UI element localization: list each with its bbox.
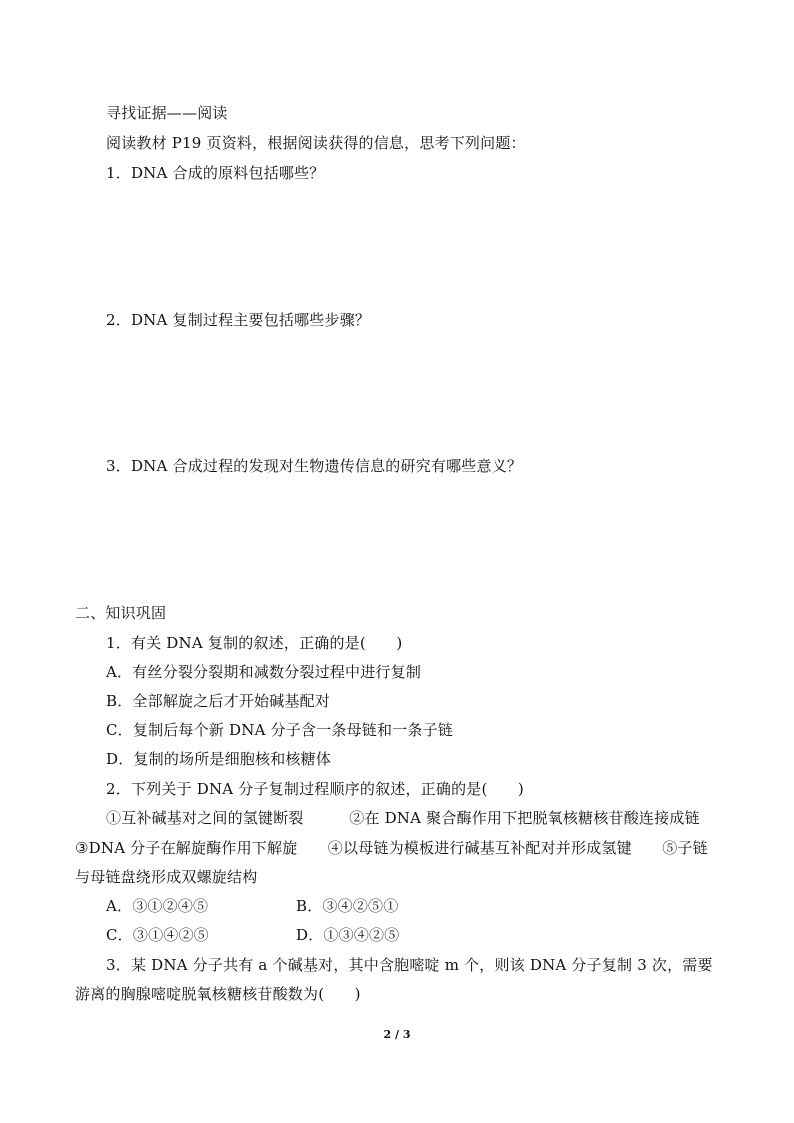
- q1-option-a: A．有丝分裂分裂期和减数分裂过程中进行复制: [106, 663, 422, 681]
- q2-stem: 2．下列关于 DNA 分子复制过程顺序的叙述，正确的是( ): [106, 780, 524, 798]
- page-number: 2 / 3: [383, 1028, 411, 1041]
- evidence-intro: 阅读教材 P19 页资料，根据阅读获得的信息，思考下列问题：: [106, 134, 526, 152]
- q1-stem: 1．有关 DNA 复制的叙述，正确的是( ): [106, 634, 403, 652]
- q3-line-1: 3．某 DNA 分子共有 a 个碱基对，其中含胞嘧啶 m 个，则该 DNA 分子复制 3 次，需要: [106, 956, 713, 974]
- q2-option-c: C．③①④②⑤: [106, 926, 209, 944]
- q2-steps-line-1: ①互补碱基对之间的氢键断裂 ②在 DNA 聚合酶作用下把脱氧核糖核苷酸连接成链: [106, 809, 700, 827]
- evidence-heading: 寻找证据——阅读: [106, 104, 228, 122]
- evidence-question-3: 3．DNA 合成过程的发现对生物遗传信息的研究有哪些意义？: [106, 457, 523, 475]
- q1-option-c: C．复制后每个新 DNA 分子含一条母链和一条子链: [106, 721, 453, 739]
- consolidation-heading: 二、知识巩固: [75, 604, 167, 622]
- q2-steps-line-3: 与母链盘绕形成双螺旋结构: [75, 868, 258, 886]
- q2-option-d: D．①③④②⑤: [296, 926, 400, 944]
- evidence-question-2: 2．DNA 复制过程主要包括哪些步骤？: [106, 311, 371, 329]
- q1-option-d: D．复制的场所是细胞核和核糖体: [106, 750, 332, 768]
- q3-line-2: 游离的胸腺嘧啶脱氧核糖核苷酸数为( ): [75, 985, 361, 1003]
- q2-option-b: B．③④②⑤①: [296, 897, 399, 915]
- q1-option-b: B．全部解旋之后才开始碱基配对: [106, 692, 331, 710]
- q2-option-a: A．③①②④⑤: [106, 897, 209, 915]
- q2-steps-line-2: ③DNA 分子在解旋酶作用下解旋 ④以母链为模板进行碱基互补配对并形成氢键 ⑤子链: [75, 839, 708, 857]
- evidence-question-1: 1．DNA 合成的原料包括哪些？: [106, 164, 325, 182]
